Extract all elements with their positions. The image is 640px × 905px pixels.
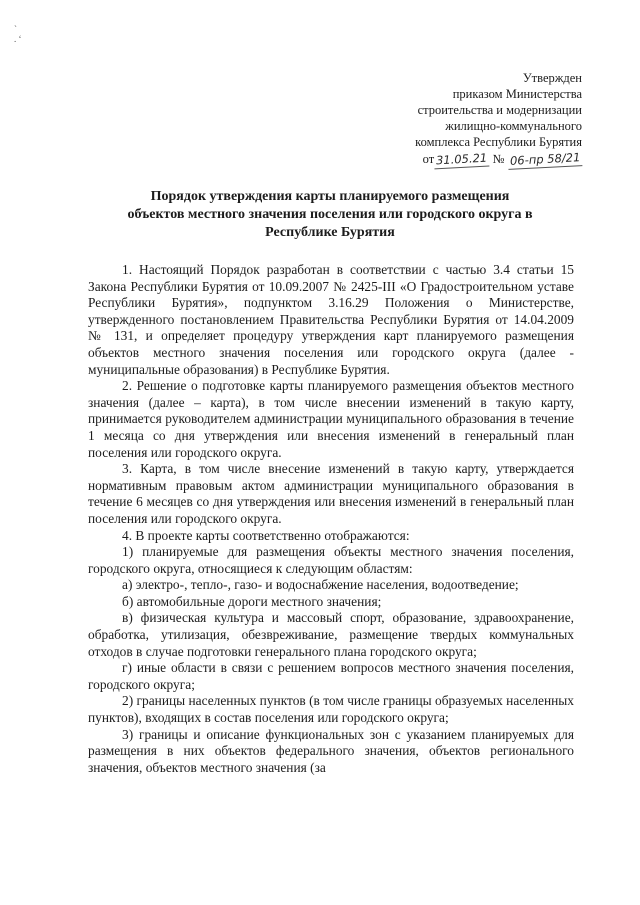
document-title bbox=[70, 188, 590, 242]
approval-line: Утвержден bbox=[522, 71, 582, 85]
document-body bbox=[88, 262, 574, 776]
scan-mark: . ‘ bbox=[14, 34, 22, 44]
approval-stamp-block bbox=[415, 70, 582, 168]
approval-date-number bbox=[415, 151, 582, 168]
title-line: Порядок утверждения карты планируемого размещения bbox=[150, 189, 510, 204]
list-item: а) электро-, тепло-, газо- и водоснабжение населения, водоотведение; bbox=[122, 577, 519, 593]
approval-line: строительства и модернизации bbox=[417, 103, 582, 117]
list-item: 1) планируемые для размещения объекты местного значения поселения, городского округа, относящиеся к следующим областям: bbox=[88, 544, 574, 576]
list-item: г) иные области в связи с решением вопросов местного значения поселения, городского округа; bbox=[88, 660, 574, 692]
paragraph: 1. Настоящий Порядок разработан в соответствии с частью 3.4 статьи 15 Закона Республики Бурятия от 10.09.2007 № 2425-III «О Градостроительном уставе Республики Бурятия», подпунктом 3.16.29 Положения о Министерстве, утвержденного постановлением Правительства Республики Бурятия от 14.04.2009 № 131, и определяет процедуру утверждения карт планируемого размещения объектов местного значения поселения или городского округа (далее - муниципальные образования) в Республике Бурятия. bbox=[88, 262, 574, 377]
title-line: объектов местного значения поселения или городского округа в bbox=[127, 207, 533, 222]
date-prefix: от bbox=[422, 152, 435, 166]
scan-mark: ` bbox=[14, 24, 17, 34]
list-item: в) физическая культура и массовый спорт, образование, здравоохранение, обработка, утилизация, обезвреживание, размещение твердых коммунальных отходов в случае подготовки генерального плана городского округа; bbox=[88, 610, 574, 659]
scan-marks bbox=[14, 24, 22, 44]
number-prefix: № bbox=[492, 152, 505, 166]
paragraph: 4. В проекте карты соответственно отображаются: bbox=[122, 527, 410, 543]
title-line: Республике Бурятия bbox=[265, 225, 395, 240]
paragraph: 3. Карта, в том числе внесение изменений в такую карту, утверждается нормативным правовым актом администрации муниципального образования в течение 6 месяцев со дня утверждения или внесения изменений в генеральный план поселения или городского округа. bbox=[88, 461, 574, 526]
list-item: 2) границы населенных пунктов (в том числе границы образуемых населенных пунктов), входящих в состав поселения или городского округа; bbox=[88, 693, 574, 726]
list-item: 3) границы и описание функциональных зон с указанием планируемых для размещения в них объектов федерального значения, объектов регионального значения, объектов местного значения (за bbox=[88, 726, 574, 775]
approval-line: комплекса Республики Бурятия bbox=[415, 135, 582, 149]
list-item: б) автомобильные дороги местного значения; bbox=[122, 593, 382, 609]
paragraph: 2. Решение о подготовке карты планируемого размещения объектов местного значения (далее – карта), в том числе внесении изменений в такую карту, принимается руководителем администрации муниципального образования в течение 1 месяца со дня утверждения или внесения изменений в генеральный план поселения или городского округа. bbox=[88, 378, 574, 460]
approval-line: жилищно-коммунального bbox=[445, 119, 582, 133]
handwritten-number: 06-пр 58/21 bbox=[507, 149, 582, 170]
approval-line: приказом Министерства bbox=[452, 87, 582, 101]
handwritten-date: 31.05.21 bbox=[434, 150, 490, 170]
